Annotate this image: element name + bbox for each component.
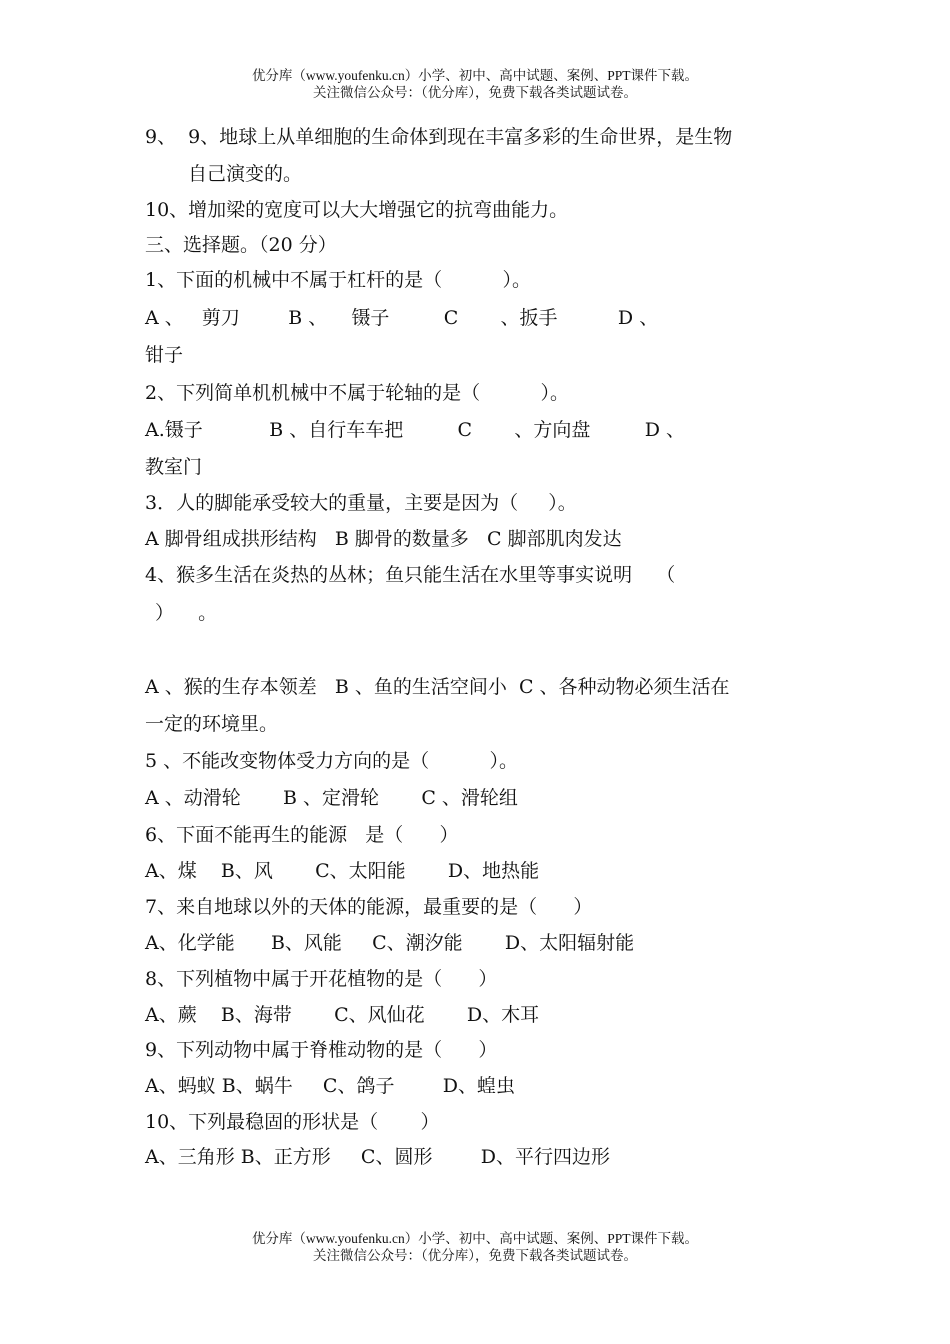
question-text: 9、下列动物中属于脊椎动物的是（ ） (145, 1039, 498, 1061)
text-line: 10、增加梁的宽度可以大大增强它的抗弯曲能力。 (145, 199, 569, 221)
section-heading: 三、选择题。（20 分） (145, 234, 337, 256)
answer-options: A 脚骨组成拱形结构 B 脚骨的数量多 C 脚部肌肉发达 (145, 528, 622, 550)
question-text: 8、下列植物中属于开花植物的是（ ） (145, 968, 498, 990)
answer-options: 教室门 (145, 456, 203, 478)
footer-line-2: 关注微信公众号：（优分库），免费下载各类试题试卷。 (313, 1248, 637, 1263)
header-line-1: 优分库（www.youfenku.cn）小学、初中、高中试题、案例、PPT课件下载。 (251, 68, 699, 83)
answer-options: A、蚂蚁 B、蜗牛 C、鸽子 D、蝗虫 (145, 1075, 516, 1097)
question-text: 10、下列最稳固的形状是（ ） (145, 1111, 440, 1133)
footer-line-1: 优分库（www.youfenku.cn）小学、初中、高中试题、案例、PPT课件下载。 (251, 1231, 699, 1246)
answer-options: A、煤 B、风 C、太阳能 D、地热能 (145, 860, 540, 882)
question-text: 6、下面不能再生的能源 是（ ） (145, 824, 459, 846)
answer-options: A、蕨 B、海带 C、风仙花 D、木耳 (145, 1004, 540, 1026)
answer-options: 钳子 (145, 344, 184, 366)
text-line: 9、 9、地球上从单细胞的生命体到现在丰富多彩的生命世界，是生物 (145, 126, 733, 148)
answer-options: 一定的环境里。 (145, 713, 279, 735)
answer-options: A、化学能 B、风能 C、潮汐能 D、太阳辐射能 (145, 932, 635, 954)
text-line: 自己演变的。 (188, 163, 303, 185)
question-text: 2、下列简单机机械中不属于轮轴的是（ ）。 (145, 382, 569, 404)
question-text: 1、下面的机械中不属于杠杆的是（ ）。 (145, 269, 531, 291)
answer-options: A 、动滑轮 B 、定滑轮 C 、滑轮组 (145, 787, 518, 809)
page-header (0, 67, 950, 101)
answer-options: A 、猴的生存本领差 B 、鱼的生活空间小 C 、各种动物必须生活在 (145, 676, 730, 698)
question-text: 7、来自地球以外的天体的能源，最重要的是（ ） (145, 896, 593, 918)
answer-options: A、三角形 B、正方形 C、圆形 D、平行四边形 (145, 1146, 611, 1168)
question-text: 5 、不能改变物体受力方向的是（ ）。 (145, 750, 519, 772)
answer-options: A.镊子 B 、自行车车把 C 、方向盘 D 、 (145, 419, 685, 441)
question-text: 4、猴多生活在炎热的丛林；鱼只能生活在水里等事实说明 （ (145, 564, 676, 586)
question-text: ） 。 (155, 602, 218, 624)
answer-options: A 、 剪刀 B 、 镊子 C 、扳手 D 、 (145, 307, 659, 329)
question-text: 3．人的脚能承受较大的重量，主要是因为（ ）。 (145, 492, 577, 514)
header-line-2: 关注微信公众号：（优分库），免费下载各类试题试卷。 (313, 85, 637, 100)
page-footer (0, 1230, 950, 1264)
